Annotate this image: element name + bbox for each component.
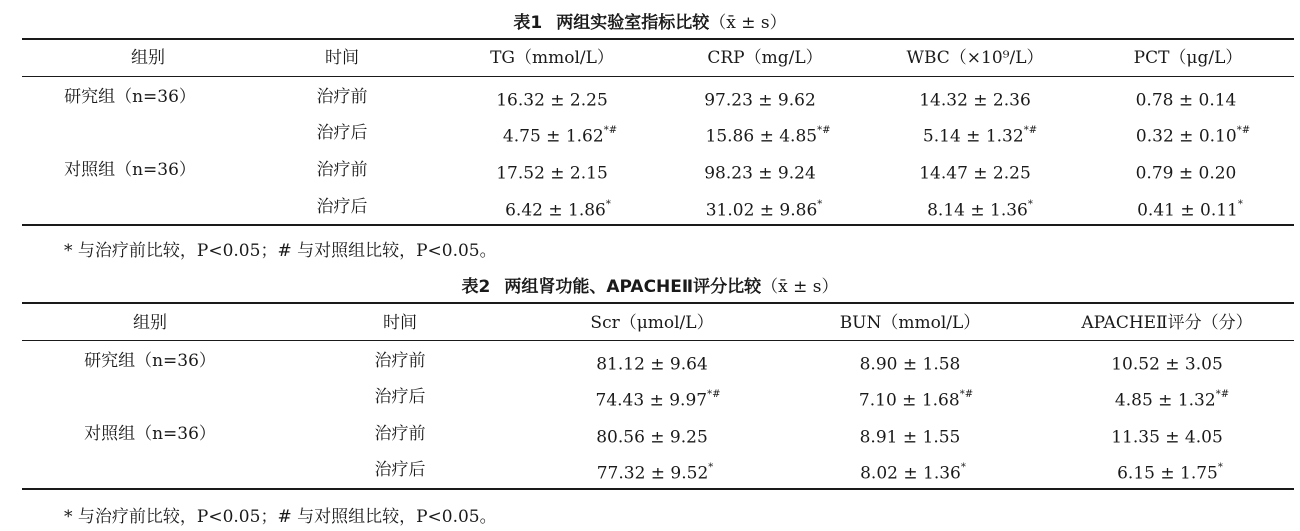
table2-header-apache: APACHEⅡ评分（分） [1081, 313, 1253, 333]
table2-top-rule [22, 302, 1294, 304]
table2-row3-apache: 11.35 ± 4.05 [1111, 427, 1223, 448]
table1-row3-time: 治疗前 [316, 160, 368, 180]
table2-row3-group: 对照组（n=36） [84, 424, 216, 444]
table2-row1-group: 研究组（n=36） [84, 351, 216, 371]
table2-row1-time: 治疗前 [374, 351, 426, 371]
table2-row1-scr: 81.12 ± 9.64 [596, 354, 708, 375]
table2-bottom-rule [22, 488, 1294, 490]
table1-row1-wbc: 14.32 ± 2.36 [919, 90, 1031, 111]
table2-footnote: * 与治疗前比较，P<0.05；# 与对照组比较，P<0.05。 [64, 507, 497, 527]
table1-row1-pct: 0.78 ± 0.14 [1135, 90, 1237, 111]
table1-header-crp: CRP（mg/L） [707, 48, 823, 68]
table1-row1-group: 研究组（n=36） [64, 87, 196, 107]
table1-row2-tg: 4.75 ± 1.62*# [502, 125, 618, 147]
table1-row3-group: 对照组（n=36） [64, 160, 196, 180]
table2-row3-scr: 80.56 ± 9.25 [596, 427, 708, 448]
table2-caption-stat: （x̄ ± s） [761, 277, 839, 297]
table1-caption-title: 两组实验室指标比较 [556, 13, 710, 33]
table1-row2-wbc: 5.14 ± 1.32*# [922, 125, 1038, 147]
table1-header-pct: PCT（μg/L） [1133, 48, 1243, 68]
table2-caption-number: 表2 [461, 277, 491, 297]
table1-row2-time: 治疗后 [316, 123, 368, 143]
table1-row1-time: 治疗前 [316, 87, 368, 107]
table1-footnote: * 与治疗前比较，P<0.05；# 与对照组比较，P<0.05。 [64, 241, 497, 261]
table2-header-rule [22, 340, 1294, 341]
table2-row3-time: 治疗前 [374, 424, 426, 444]
table2-row4-bun: 8.02 ± 1.36* [860, 462, 966, 484]
table1-top-rule [22, 38, 1294, 40]
table1-header-rule [22, 76, 1294, 77]
table1-row3-pct: 0.79 ± 0.20 [1135, 163, 1237, 184]
table1-caption-number: 表1 [513, 13, 543, 33]
table2-header-bun: BUN（mmol/L） [839, 313, 981, 333]
table2-caption [0, 272, 1300, 297]
table2-header-time: 时间 [383, 313, 417, 333]
table1-row3-crp: 98.23 ± 9.24 [704, 163, 816, 184]
table1-row1-crp: 97.23 ± 9.62 [704, 90, 816, 111]
table2-row2-time: 治疗后 [374, 387, 426, 407]
table2-row4-scr: 77.32 ± 9.52* [596, 462, 714, 484]
table1-header-wbc: WBC（×10⁹/L） [906, 48, 1044, 68]
table1-row3-tg: 17.52 ± 2.15 [496, 163, 608, 184]
table1-row4-time: 治疗后 [316, 197, 368, 217]
table1-row4-pct: 0.41 ± 0.11* [1137, 199, 1243, 221]
table1-row2-pct: 0.32 ± 0.10*# [1135, 125, 1251, 147]
table1-header-tg: TG（mmol/L） [490, 48, 614, 68]
table2-caption-title: 两组肾功能、APACHEⅡ评分比较 [504, 277, 762, 297]
table2-row4-time: 治疗后 [374, 460, 426, 480]
table2-header-group: 组别 [133, 313, 167, 333]
table1-row4-wbc: 8.14 ± 1.36* [927, 199, 1033, 221]
table2-row2-bun: 7.10 ± 1.68*# [858, 389, 974, 411]
table1-bottom-rule [22, 224, 1294, 226]
table2-header-scr: Scr（μmol/L） [590, 313, 714, 333]
table2-row4-apache: 6.15 ± 1.75* [1117, 462, 1223, 484]
table1-row1-tg: 16.32 ± 2.25 [496, 90, 608, 111]
table1-row4-crp: 31.02 ± 9.86* [705, 199, 823, 221]
table2-row3-bun: 8.91 ± 1.55 [859, 427, 961, 448]
table2-row2-scr: 74.43 ± 9.97*# [595, 389, 721, 411]
table2-row1-bun: 8.90 ± 1.58 [859, 354, 961, 375]
table2-row1-apache: 10.52 ± 3.05 [1111, 354, 1223, 375]
table1-header-group: 组别 [131, 48, 165, 68]
table1-header-time: 时间 [325, 48, 359, 68]
table1-caption [0, 8, 1300, 33]
table1-row3-wbc: 14.47 ± 2.25 [919, 163, 1031, 184]
table1-row4-tg: 6.42 ± 1.86* [505, 199, 611, 221]
table1-caption-stat: （x̄ ± s） [709, 13, 787, 33]
table2-row2-apache: 4.85 ± 1.32*# [1114, 389, 1230, 411]
table1-row2-crp: 15.86 ± 4.85*# [705, 125, 831, 147]
